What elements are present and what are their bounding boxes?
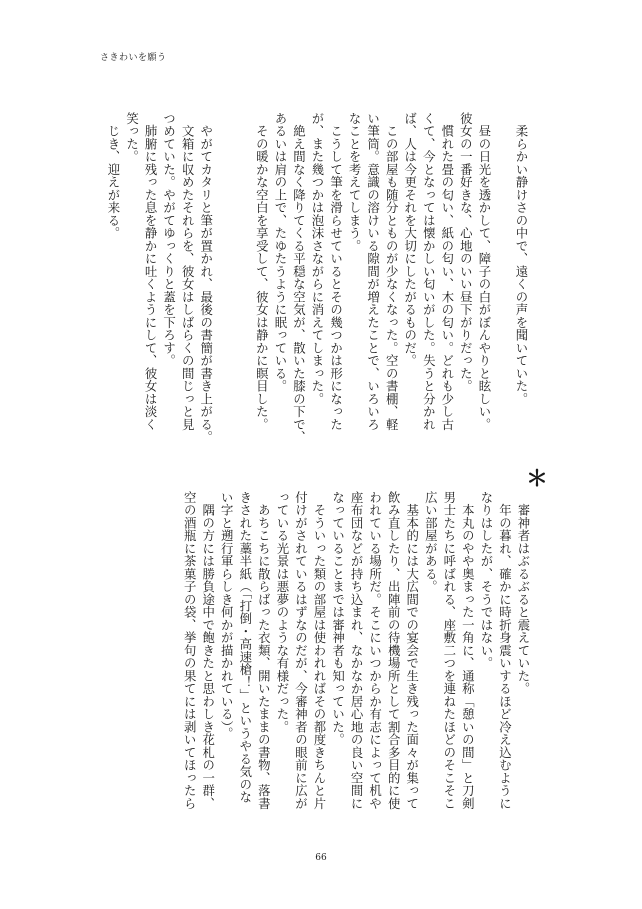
text-line: ば、人は今更それを大切にしたがるものだ。 — [402, 112, 418, 367]
text-line — [493, 112, 512, 442]
text-line: やがてカタリと筆が置かれ、最後の書簡が書き上がる。 — [198, 112, 214, 444]
text-line: われている場所だ。そこにいつからか有志によって机や — [367, 491, 383, 810]
text-line: い筆筒。意識の溶けいる隙間が増えたことで、いろいろ — [365, 112, 381, 431]
text-line: 彼女の一番好きな、心地のいい昼下がりだった。 — [458, 112, 474, 393]
text-line: 隅の方には勝負途中で飽きたと思わしき花札の一群、 — [200, 491, 216, 810]
text-line — [215, 112, 234, 442]
text-line: じき、迎えが来る。 — [105, 112, 121, 240]
text-line: なことを考えてしまう。 — [347, 112, 363, 253]
text-line: が、また幾つかは泡沫さながらに消えてしまった。 — [309, 112, 325, 406]
text-line: 昼の日光を透かして、障子の白がぼんやりと眩しい。 — [476, 112, 492, 431]
text-line — [233, 112, 252, 442]
section-break-asterisk: ＊ — [526, 466, 549, 492]
text-line: 広い部屋がある。 — [423, 491, 439, 593]
text-line: 座布団などが持ち込まれ、なかなか居心地の良い空間に — [349, 491, 365, 810]
text-line: 男士たちに呼ばれる、座敷二つを連ねたほどのそこそこ — [441, 491, 457, 810]
text-line: なっていることまでは審神者も知っていた。 — [330, 491, 346, 746]
text-line: い字と遡行軍らしき何かが描かれている）。 — [219, 491, 235, 740]
text-line: 本丸のやや奥まった一角に、通称「憩いの間」と刀剣 — [460, 491, 476, 810]
text-line: 肺腑に残った息を静かに吐くようにして、彼女は淡く — [143, 112, 159, 431]
text-block-top — [105, 112, 530, 444]
text-line: その暖かな空白を享受して、彼女は静かに瞑目した。 — [254, 112, 270, 431]
text-line: くて、今となっては懐かしい匂いがした。失うと分かれ — [421, 112, 437, 431]
text-line: っている光景は悪夢のような有様だった。 — [274, 491, 290, 734]
text-line: この部屋も随分とものが少なくなった。空の書棚、軽 — [384, 112, 400, 431]
page-number: 66 — [315, 853, 327, 863]
text-line: こうして筆を滑らせているとその幾つかは形になった — [328, 112, 344, 431]
text-line: 付けがされているはずなのだが、今審神者の眼前に広が — [293, 491, 309, 810]
text-line: 文箱に収めたそれらを、彼女はしばらくの間じっと見 — [180, 112, 196, 431]
text-line: 笑った。 — [124, 112, 140, 163]
text-line: なりはしたが、そうではない。 — [478, 491, 494, 670]
text-line: 審神者はぶるぶると震えていた。 — [516, 491, 531, 695]
text-line: きされた藁半紙（「打倒・高速槍！」というやる気のな — [237, 491, 253, 804]
text-line: 飲み直したり、出陣前の待機場所として割合多目的に使 — [386, 491, 402, 810]
text-line: 絶え間なく降りてくる平穏な空気が、散いた膝の下で、 — [291, 112, 307, 444]
text-line: 基本的には大広間での宴会で生き残った面々が集って — [404, 491, 420, 810]
text-block-bottom — [112, 491, 532, 821]
text-line: 年の暮れ、確かに時折身震いするほど冷え込むように — [497, 491, 513, 810]
text-line: そういった類の部屋は使われればその都度きちんと片 — [311, 491, 327, 810]
running-head: さきわいを願う — [100, 53, 167, 63]
text-line: つめていた。やがてゆっくりと蓋を下ろす。 — [161, 112, 177, 367]
text-line: あるいは肩の上で、たゆたうように眠っている。 — [272, 112, 288, 393]
text-line: 空の酒瓶に茶菓子の袋、挙句の果てには剥いてほったら — [182, 491, 198, 810]
text-line: 慣れた畳の匂い、紙の匂い、木の匂い。どれも少し古 — [439, 112, 455, 431]
text-line: 柔らかい静けさの中で、遠くの声を聞いていた。 — [514, 112, 529, 406]
text-line: あちこちに散らばった衣類、開いたままの書物、落書 — [256, 491, 272, 810]
